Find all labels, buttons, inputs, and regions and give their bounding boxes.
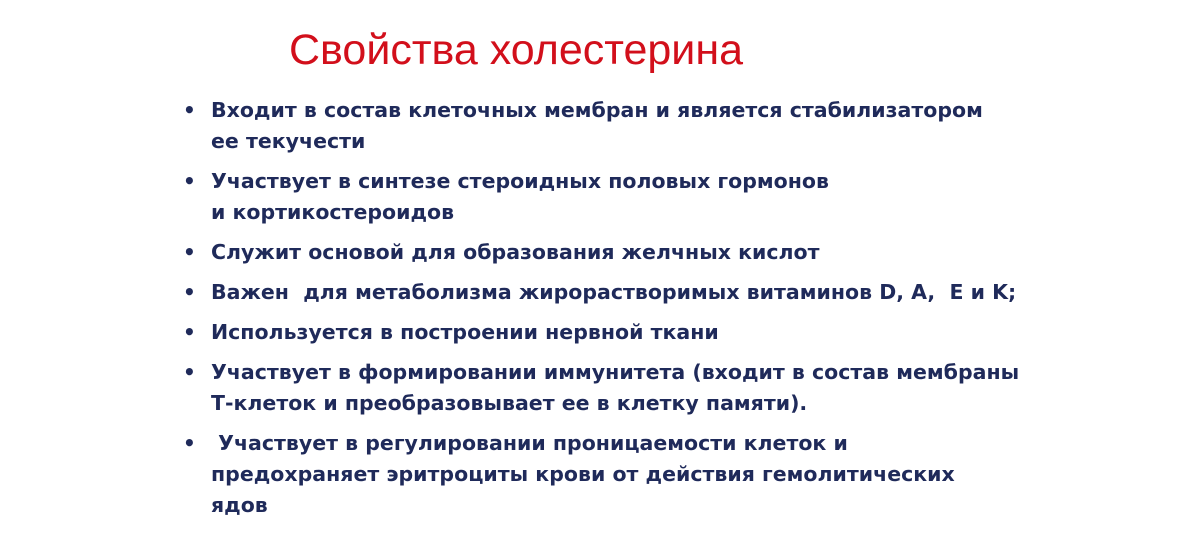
- bullet-list: [183, 95, 1063, 530]
- bullet-item: [183, 95, 1001, 157]
- bullet-item-text: Используется в построении нервной ткани: [211, 320, 719, 344]
- bullet-item: [183, 277, 1063, 308]
- bullet-item: [183, 428, 1001, 521]
- bullet-item: [183, 166, 837, 228]
- bullet-item-text: Входит в состав клеточных мембран и является стабилизатором ее текучести: [211, 98, 991, 153]
- bullet-item: [183, 317, 1063, 348]
- bullet-item: [183, 357, 1041, 419]
- bullet-item: [183, 237, 1063, 268]
- bullet-item-text: Служит основой для образования желчных кислот: [211, 240, 820, 264]
- bullet-item-text: Важен для метаболизма жирорастворимых витаминов D, A, E и K;: [211, 280, 1017, 304]
- bullet-item-text: Участвует в синтезе стероидных половых гормонов и кортикостероидов: [211, 169, 837, 224]
- bullet-item-text: Участвует в формировании иммунитета (входит в состав мембраны Т-клеток и преобразовывает ее в клетку памяти).: [211, 360, 1027, 415]
- slide-title: Свойства холестерина: [289, 26, 743, 74]
- bullet-item-text: Участвует в регулировании проницаемости клеток и предохраняет эритроциты крови от действия гемолитических ядов: [211, 431, 962, 517]
